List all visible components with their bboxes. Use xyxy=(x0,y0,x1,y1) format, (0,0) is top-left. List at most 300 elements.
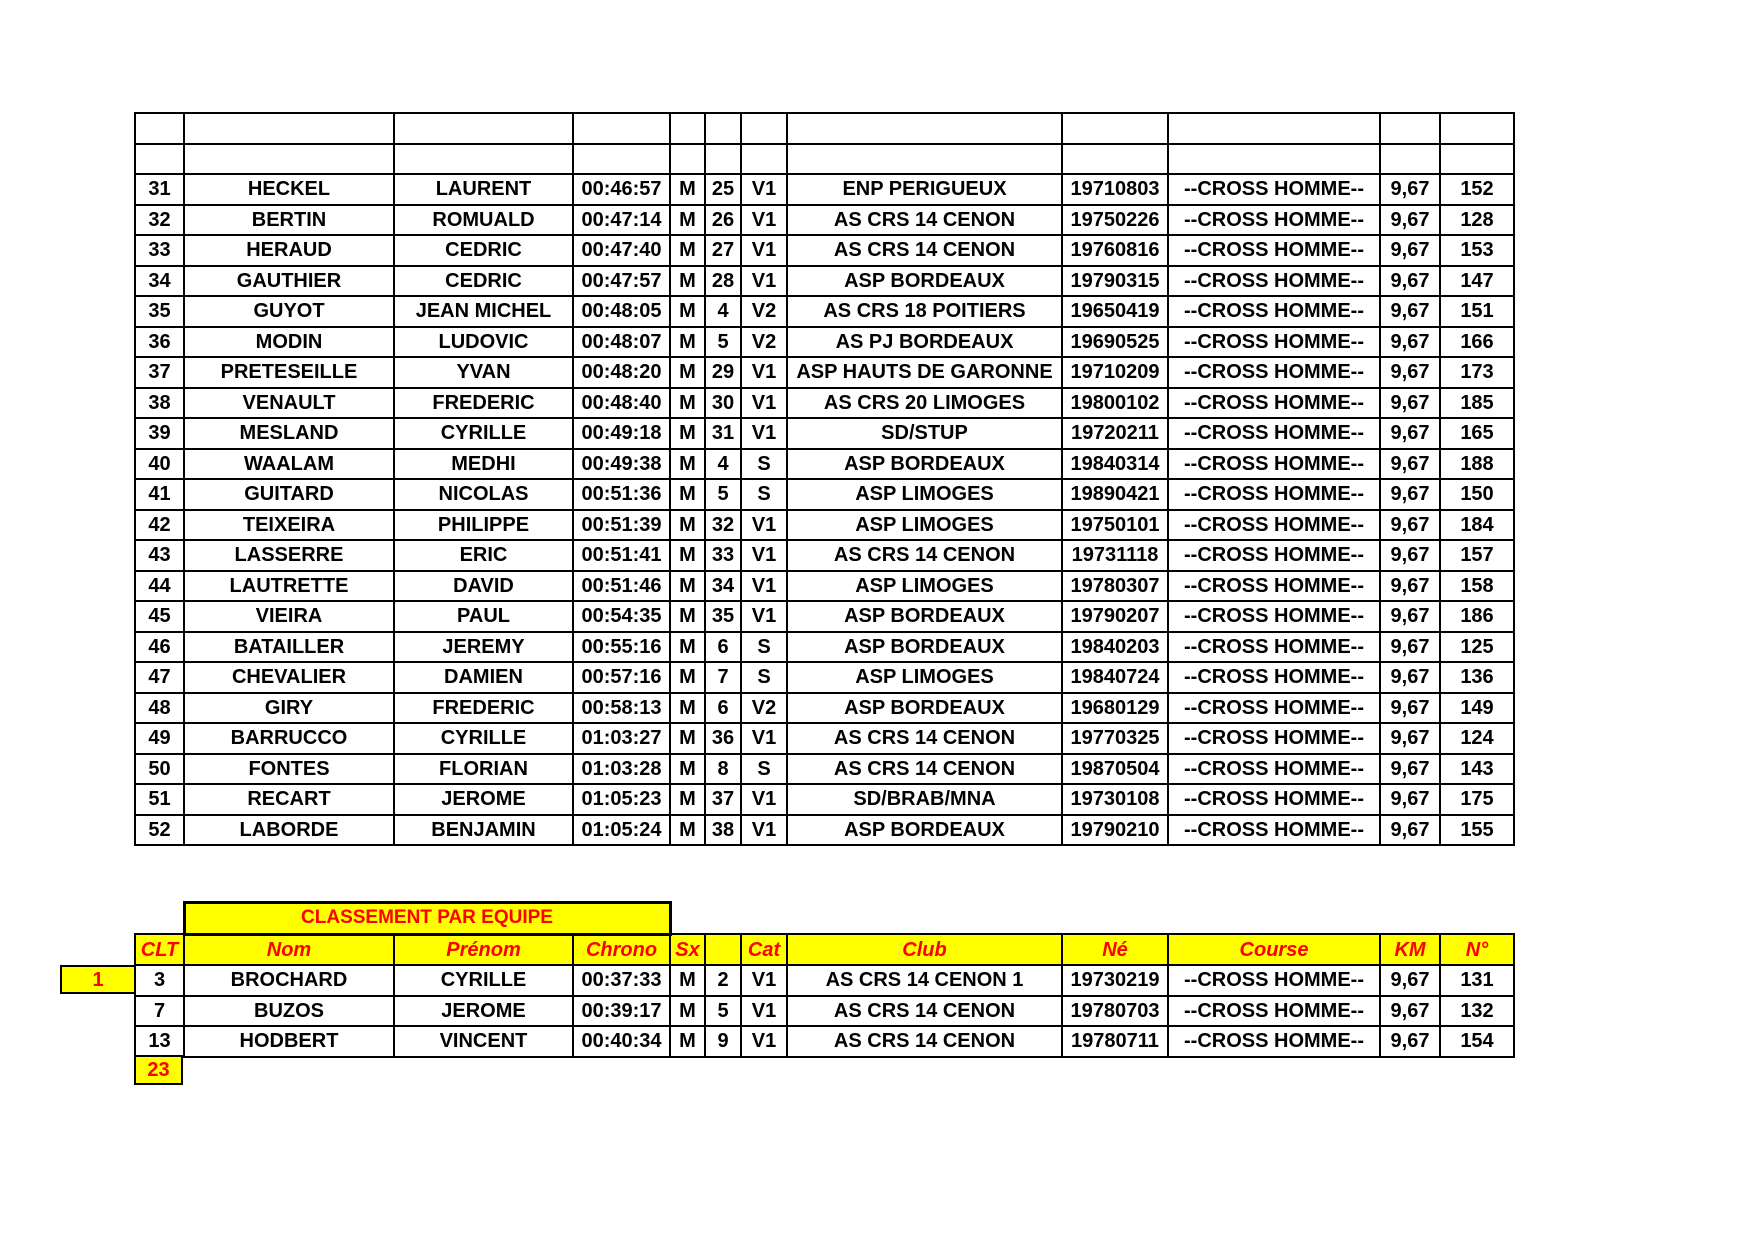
club-cell: AS CRS 14 CENON xyxy=(787,723,1062,754)
rank-cell: 13 xyxy=(135,1026,184,1057)
empty-cell xyxy=(135,144,184,175)
table-row xyxy=(135,815,1514,846)
first-name-cell: LUDOVIC xyxy=(394,327,573,358)
blank-row xyxy=(135,113,1514,144)
km-cell: 9,67 xyxy=(1380,540,1440,571)
header-rank: CLT xyxy=(135,934,184,965)
category-cell: V1 xyxy=(741,510,787,541)
rank-cell: 46 xyxy=(135,632,184,663)
chrono-cell: 00:58:13 xyxy=(573,693,670,724)
last-name-cell: MODIN xyxy=(184,327,394,358)
birth-date-cell: 19750226 xyxy=(1062,205,1168,236)
bib-cell: 136 xyxy=(1440,662,1514,693)
table-row xyxy=(135,205,1514,236)
km-cell: 9,67 xyxy=(1380,235,1440,266)
race-cell: --CROSS HOMME-- xyxy=(1168,205,1380,236)
header-km: KM xyxy=(1380,934,1440,965)
empty-cell xyxy=(573,113,670,144)
cat-rank-cell: 6 xyxy=(705,632,741,663)
club-cell: ASP LIMOGES xyxy=(787,662,1062,693)
club-cell: ASP LIMOGES xyxy=(787,510,1062,541)
last-name-cell: CHEVALIER xyxy=(184,662,394,693)
birth-date-cell: 19780703 xyxy=(1062,996,1168,1027)
chrono-cell: 00:55:16 xyxy=(573,632,670,663)
table-row xyxy=(135,479,1514,510)
rank-cell: 52 xyxy=(135,815,184,846)
empty-cell xyxy=(394,144,573,175)
header-cat-rank xyxy=(705,934,741,965)
birth-date-cell: 19770325 xyxy=(1062,723,1168,754)
rank-cell: 51 xyxy=(135,784,184,815)
first-name-cell: JEAN MICHEL xyxy=(394,296,573,327)
race-cell: --CROSS HOMME-- xyxy=(1168,235,1380,266)
chrono-cell: 00:46:57 xyxy=(573,174,670,205)
sex-cell: M xyxy=(670,540,705,571)
race-cell: --CROSS HOMME-- xyxy=(1168,754,1380,785)
table-row xyxy=(135,662,1514,693)
bib-cell: 165 xyxy=(1440,418,1514,449)
bib-cell: 185 xyxy=(1440,388,1514,419)
chrono-cell: 01:05:23 xyxy=(573,784,670,815)
empty-cell xyxy=(1380,113,1440,144)
category-cell: S xyxy=(741,662,787,693)
race-cell: --CROSS HOMME-- xyxy=(1168,723,1380,754)
race-cell: --CROSS HOMME-- xyxy=(1168,266,1380,297)
table-row xyxy=(135,693,1514,724)
rank-cell: 32 xyxy=(135,205,184,236)
km-cell: 9,67 xyxy=(1380,601,1440,632)
club-cell: ASP BORDEAUX xyxy=(787,601,1062,632)
empty-cell xyxy=(705,113,741,144)
bib-cell: 153 xyxy=(1440,235,1514,266)
empty-cell xyxy=(787,113,1062,144)
sex-cell: M xyxy=(670,1026,705,1057)
rank-cell: 36 xyxy=(135,327,184,358)
sex-cell: M xyxy=(670,723,705,754)
bib-cell: 125 xyxy=(1440,632,1514,663)
category-cell: V1 xyxy=(741,815,787,846)
header-bib: N° xyxy=(1440,934,1514,965)
bib-cell: 188 xyxy=(1440,449,1514,480)
rank-cell: 48 xyxy=(135,693,184,724)
club-cell: ASP BORDEAUX xyxy=(787,266,1062,297)
table-row xyxy=(135,540,1514,571)
club-cell: ASP LIMOGES xyxy=(787,479,1062,510)
first-name-cell: CYRILLE xyxy=(394,418,573,449)
last-name-cell: BATAILLER xyxy=(184,632,394,663)
category-cell: S xyxy=(741,449,787,480)
table-row xyxy=(135,327,1514,358)
team-title-row xyxy=(135,903,1514,935)
category-cell: V1 xyxy=(741,1026,787,1057)
last-name-cell: LASSERRE xyxy=(184,540,394,571)
bib-cell: 154 xyxy=(1440,1026,1514,1057)
last-name-cell: BARRUCCO xyxy=(184,723,394,754)
first-name-cell: JEREMY xyxy=(394,632,573,663)
cat-rank-cell: 7 xyxy=(705,662,741,693)
sex-cell: M xyxy=(670,996,705,1027)
category-cell: V1 xyxy=(741,540,787,571)
cat-rank-cell: 6 xyxy=(705,693,741,724)
category-cell: V1 xyxy=(741,388,787,419)
category-cell: V1 xyxy=(741,571,787,602)
last-name-cell: BERTIN xyxy=(184,205,394,236)
km-cell: 9,67 xyxy=(1380,205,1440,236)
first-name-cell: ERIC xyxy=(394,540,573,571)
km-cell: 9,67 xyxy=(1380,965,1440,996)
last-name-cell: WAALAM xyxy=(184,449,394,480)
bib-cell: 143 xyxy=(1440,754,1514,785)
sex-cell: M xyxy=(670,510,705,541)
km-cell: 9,67 xyxy=(1380,327,1440,358)
rank-cell: 33 xyxy=(135,235,184,266)
sex-cell: M xyxy=(670,815,705,846)
first-name-cell: VINCENT xyxy=(394,1026,573,1057)
club-cell: SD/BRAB/MNA xyxy=(787,784,1062,815)
race-cell: --CROSS HOMME-- xyxy=(1168,1026,1380,1057)
chrono-cell: 00:48:20 xyxy=(573,357,670,388)
sex-cell: M xyxy=(670,388,705,419)
birth-date-cell: 19730108 xyxy=(1062,784,1168,815)
birth-date-cell: 19760816 xyxy=(1062,235,1168,266)
bib-cell: 173 xyxy=(1440,357,1514,388)
chrono-cell: 00:51:39 xyxy=(573,510,670,541)
km-cell: 9,67 xyxy=(1380,723,1440,754)
last-name-cell: GAUTHIER xyxy=(184,266,394,297)
team-ranking-title: CLASSEMENT PAR EQUIPE xyxy=(184,903,670,935)
empty-cell xyxy=(184,144,394,175)
first-name-cell: BENJAMIN xyxy=(394,815,573,846)
results-table-body xyxy=(135,113,1514,845)
race-cell: --CROSS HOMME-- xyxy=(1168,571,1380,602)
km-cell: 9,67 xyxy=(1380,571,1440,602)
birth-date-cell: 19840203 xyxy=(1062,632,1168,663)
last-name-cell: HECKEL xyxy=(184,174,394,205)
first-name-cell: NICOLAS xyxy=(394,479,573,510)
rank-cell: 43 xyxy=(135,540,184,571)
rank-cell: 40 xyxy=(135,449,184,480)
km-cell: 9,67 xyxy=(1380,996,1440,1027)
cat-rank-cell: 5 xyxy=(705,327,741,358)
last-name-cell: GUYOT xyxy=(184,296,394,327)
bib-cell: 166 xyxy=(1440,327,1514,358)
cat-rank-cell: 31 xyxy=(705,418,741,449)
team-total-points: 23 xyxy=(134,1055,183,1085)
team-header-row xyxy=(135,934,1514,965)
club-cell: AS CRS 20 LIMOGES xyxy=(787,388,1062,419)
cat-rank-cell: 5 xyxy=(705,479,741,510)
club-cell: ASP BORDEAUX xyxy=(787,693,1062,724)
km-cell: 9,67 xyxy=(1380,479,1440,510)
chrono-cell: 00:54:35 xyxy=(573,601,670,632)
sex-cell: M xyxy=(670,357,705,388)
race-cell: --CROSS HOMME-- xyxy=(1168,357,1380,388)
club-cell: AS CRS 14 CENON xyxy=(787,996,1062,1027)
empty-cell xyxy=(1440,144,1514,175)
km-cell: 9,67 xyxy=(1380,693,1440,724)
empty-cell xyxy=(670,144,705,175)
rank-cell: 41 xyxy=(135,479,184,510)
race-cell: --CROSS HOMME-- xyxy=(1168,784,1380,815)
last-name-cell: VIEIRA xyxy=(184,601,394,632)
category-cell: V1 xyxy=(741,205,787,236)
bib-cell: 155 xyxy=(1440,815,1514,846)
last-name-cell: LABORDE xyxy=(184,815,394,846)
chrono-cell: 00:47:40 xyxy=(573,235,670,266)
bib-cell: 132 xyxy=(1440,996,1514,1027)
category-cell: S xyxy=(741,479,787,510)
team-row xyxy=(135,965,1514,996)
cat-rank-cell: 27 xyxy=(705,235,741,266)
km-cell: 9,67 xyxy=(1380,357,1440,388)
bib-cell: 184 xyxy=(1440,510,1514,541)
cat-rank-cell: 33 xyxy=(705,540,741,571)
birth-date-cell: 19780711 xyxy=(1062,1026,1168,1057)
birth-date-cell: 19690525 xyxy=(1062,327,1168,358)
table-row xyxy=(135,601,1514,632)
club-cell: AS CRS 18 POITIERS xyxy=(787,296,1062,327)
empty-cell xyxy=(573,144,670,175)
club-cell: AS CRS 14 CENON xyxy=(787,540,1062,571)
table-row xyxy=(135,784,1514,815)
rank-cell: 42 xyxy=(135,510,184,541)
club-cell: ASP HAUTS DE GARONNE xyxy=(787,357,1062,388)
chrono-cell: 00:51:36 xyxy=(573,479,670,510)
header-first-name: Prénom xyxy=(394,934,573,965)
km-cell: 9,67 xyxy=(1380,266,1440,297)
header-category: Cat xyxy=(741,934,787,965)
race-cell: --CROSS HOMME-- xyxy=(1168,510,1380,541)
rank-cell: 38 xyxy=(135,388,184,419)
race-cell: --CROSS HOMME-- xyxy=(1168,996,1380,1027)
sex-cell: M xyxy=(670,632,705,663)
chrono-cell: 00:48:40 xyxy=(573,388,670,419)
km-cell: 9,67 xyxy=(1380,784,1440,815)
first-name-cell: JEROME xyxy=(394,996,573,1027)
bib-cell: 149 xyxy=(1440,693,1514,724)
club-cell: AS PJ BORDEAUX xyxy=(787,327,1062,358)
last-name-cell: LAUTRETTE xyxy=(184,571,394,602)
blank-row xyxy=(135,144,1514,175)
bib-cell: 157 xyxy=(1440,540,1514,571)
club-cell: AS CRS 14 CENON 1 xyxy=(787,965,1062,996)
km-cell: 9,67 xyxy=(1380,418,1440,449)
last-name-cell: TEIXEIRA xyxy=(184,510,394,541)
sex-cell: M xyxy=(670,296,705,327)
empty-cell xyxy=(1168,144,1380,175)
km-cell: 9,67 xyxy=(1380,174,1440,205)
km-cell: 9,67 xyxy=(1380,632,1440,663)
birth-date-cell: 19710803 xyxy=(1062,174,1168,205)
category-cell: S xyxy=(741,754,787,785)
header-sex: Sx xyxy=(670,934,705,965)
chrono-cell: 00:57:16 xyxy=(573,662,670,693)
birth-date-cell: 19890421 xyxy=(1062,479,1168,510)
race-cell: --CROSS HOMME-- xyxy=(1168,540,1380,571)
club-cell: ASP BORDEAUX xyxy=(787,449,1062,480)
chrono-cell: 00:40:34 xyxy=(573,1026,670,1057)
cat-rank-cell: 32 xyxy=(705,510,741,541)
km-cell: 9,67 xyxy=(1380,296,1440,327)
bib-cell: 150 xyxy=(1440,479,1514,510)
table-row xyxy=(135,296,1514,327)
rank-cell: 47 xyxy=(135,662,184,693)
first-name-cell: FREDERIC xyxy=(394,388,573,419)
chrono-cell: 00:49:18 xyxy=(573,418,670,449)
club-cell: ASP LIMOGES xyxy=(787,571,1062,602)
rank-cell: 50 xyxy=(135,754,184,785)
rank-cell: 44 xyxy=(135,571,184,602)
bib-cell: 151 xyxy=(1440,296,1514,327)
table-row xyxy=(135,418,1514,449)
bib-cell: 128 xyxy=(1440,205,1514,236)
first-name-cell: DAMIEN xyxy=(394,662,573,693)
birth-date-cell: 19720211 xyxy=(1062,418,1168,449)
last-name-cell: GUITARD xyxy=(184,479,394,510)
birth-date-cell: 19650419 xyxy=(1062,296,1168,327)
chrono-cell: 00:37:33 xyxy=(573,965,670,996)
table-row xyxy=(135,235,1514,266)
cat-rank-cell: 38 xyxy=(705,815,741,846)
table-row xyxy=(135,510,1514,541)
bib-cell: 175 xyxy=(1440,784,1514,815)
category-cell: V1 xyxy=(741,601,787,632)
club-cell: AS CRS 14 CENON xyxy=(787,205,1062,236)
header-last-name: Nom xyxy=(184,934,394,965)
first-name-cell: CEDRIC xyxy=(394,266,573,297)
sex-cell: M xyxy=(670,571,705,602)
first-name-cell: ROMUALD xyxy=(394,205,573,236)
race-cell: --CROSS HOMME-- xyxy=(1168,662,1380,693)
category-cell: V1 xyxy=(741,174,787,205)
cat-rank-cell: 28 xyxy=(705,266,741,297)
cat-rank-cell: 5 xyxy=(705,996,741,1027)
table-row xyxy=(135,174,1514,205)
sex-cell: M xyxy=(670,965,705,996)
bib-cell: 152 xyxy=(1440,174,1514,205)
birth-date-cell: 19731118 xyxy=(1062,540,1168,571)
sex-cell: M xyxy=(670,479,705,510)
category-cell: V2 xyxy=(741,327,787,358)
category-cell: V1 xyxy=(741,996,787,1027)
club-cell: AS CRS 14 CENON xyxy=(787,754,1062,785)
bib-cell: 131 xyxy=(1440,965,1514,996)
club-cell: AS CRS 14 CENON xyxy=(787,1026,1062,1057)
race-cell: --CROSS HOMME-- xyxy=(1168,449,1380,480)
km-cell: 9,67 xyxy=(1380,815,1440,846)
birth-date-cell: 19800102 xyxy=(1062,388,1168,419)
sex-cell: M xyxy=(670,235,705,266)
team-row xyxy=(135,996,1514,1027)
rank-cell: 35 xyxy=(135,296,184,327)
rank-cell: 3 xyxy=(135,965,184,996)
rank-cell: 37 xyxy=(135,357,184,388)
empty-cell xyxy=(394,113,573,144)
empty-cell xyxy=(1440,113,1514,144)
chrono-cell: 00:48:05 xyxy=(573,296,670,327)
first-name-cell: MEDHI xyxy=(394,449,573,480)
table-row xyxy=(135,632,1514,663)
birth-date-cell: 19730219 xyxy=(1062,965,1168,996)
category-cell: V1 xyxy=(741,357,787,388)
first-name-cell: YVAN xyxy=(394,357,573,388)
header-race: Course xyxy=(1168,934,1380,965)
rank-cell: 39 xyxy=(135,418,184,449)
birth-date-cell: 19790315 xyxy=(1062,266,1168,297)
cat-rank-cell: 9 xyxy=(705,1026,741,1057)
empty-cell xyxy=(1062,113,1168,144)
first-name-cell: LAURENT xyxy=(394,174,573,205)
sex-cell: M xyxy=(670,693,705,724)
sex-cell: M xyxy=(670,205,705,236)
empty-cell xyxy=(184,113,394,144)
team-row xyxy=(135,1026,1514,1057)
first-name-cell: CEDRIC xyxy=(394,235,573,266)
category-cell: V2 xyxy=(741,693,787,724)
rank-cell: 49 xyxy=(135,723,184,754)
race-cell: --CROSS HOMME-- xyxy=(1168,693,1380,724)
race-cell: --CROSS HOMME-- xyxy=(1168,174,1380,205)
results-table xyxy=(134,112,1515,846)
category-cell: V1 xyxy=(741,723,787,754)
cat-rank-cell: 8 xyxy=(705,754,741,785)
bib-cell: 186 xyxy=(1440,601,1514,632)
cat-rank-cell: 4 xyxy=(705,449,741,480)
last-name-cell: PRETESEILLE xyxy=(184,357,394,388)
race-cell: --CROSS HOMME-- xyxy=(1168,418,1380,449)
race-cell: --CROSS HOMME-- xyxy=(1168,632,1380,663)
first-name-cell: CYRILLE xyxy=(394,965,573,996)
first-name-cell: PAUL xyxy=(394,601,573,632)
km-cell: 9,67 xyxy=(1380,449,1440,480)
empty-cell xyxy=(741,113,787,144)
chrono-cell: 00:51:41 xyxy=(573,540,670,571)
header-chrono: Chrono xyxy=(573,934,670,965)
category-cell: V2 xyxy=(741,296,787,327)
empty-cell xyxy=(705,144,741,175)
header-club: Club xyxy=(787,934,1062,965)
sex-cell: M xyxy=(670,784,705,815)
km-cell: 9,67 xyxy=(1380,510,1440,541)
race-cell: --CROSS HOMME-- xyxy=(1168,601,1380,632)
category-cell: V1 xyxy=(741,235,787,266)
team-ranking-table xyxy=(134,901,1515,1058)
empty-cell xyxy=(670,113,705,144)
sex-cell: M xyxy=(670,418,705,449)
birth-date-cell: 19780307 xyxy=(1062,571,1168,602)
birth-date-cell: 19790210 xyxy=(1062,815,1168,846)
rank-cell: 34 xyxy=(135,266,184,297)
last-name-cell: VENAULT xyxy=(184,388,394,419)
rank-cell: 7 xyxy=(135,996,184,1027)
last-name-cell: MESLAND xyxy=(184,418,394,449)
club-cell: ASP BORDEAUX xyxy=(787,815,1062,846)
first-name-cell: FLORIAN xyxy=(394,754,573,785)
sex-cell: M xyxy=(670,662,705,693)
sex-cell: M xyxy=(670,754,705,785)
birth-date-cell: 19710209 xyxy=(1062,357,1168,388)
chrono-cell: 00:48:07 xyxy=(573,327,670,358)
category-cell: V1 xyxy=(741,266,787,297)
chrono-cell: 00:49:38 xyxy=(573,449,670,480)
chrono-cell: 00:47:14 xyxy=(573,205,670,236)
birth-date-cell: 19750101 xyxy=(1062,510,1168,541)
empty-cell xyxy=(1380,144,1440,175)
club-cell: ASP BORDEAUX xyxy=(787,632,1062,663)
table-row xyxy=(135,357,1514,388)
cat-rank-cell: 29 xyxy=(705,357,741,388)
chrono-cell: 01:05:24 xyxy=(573,815,670,846)
